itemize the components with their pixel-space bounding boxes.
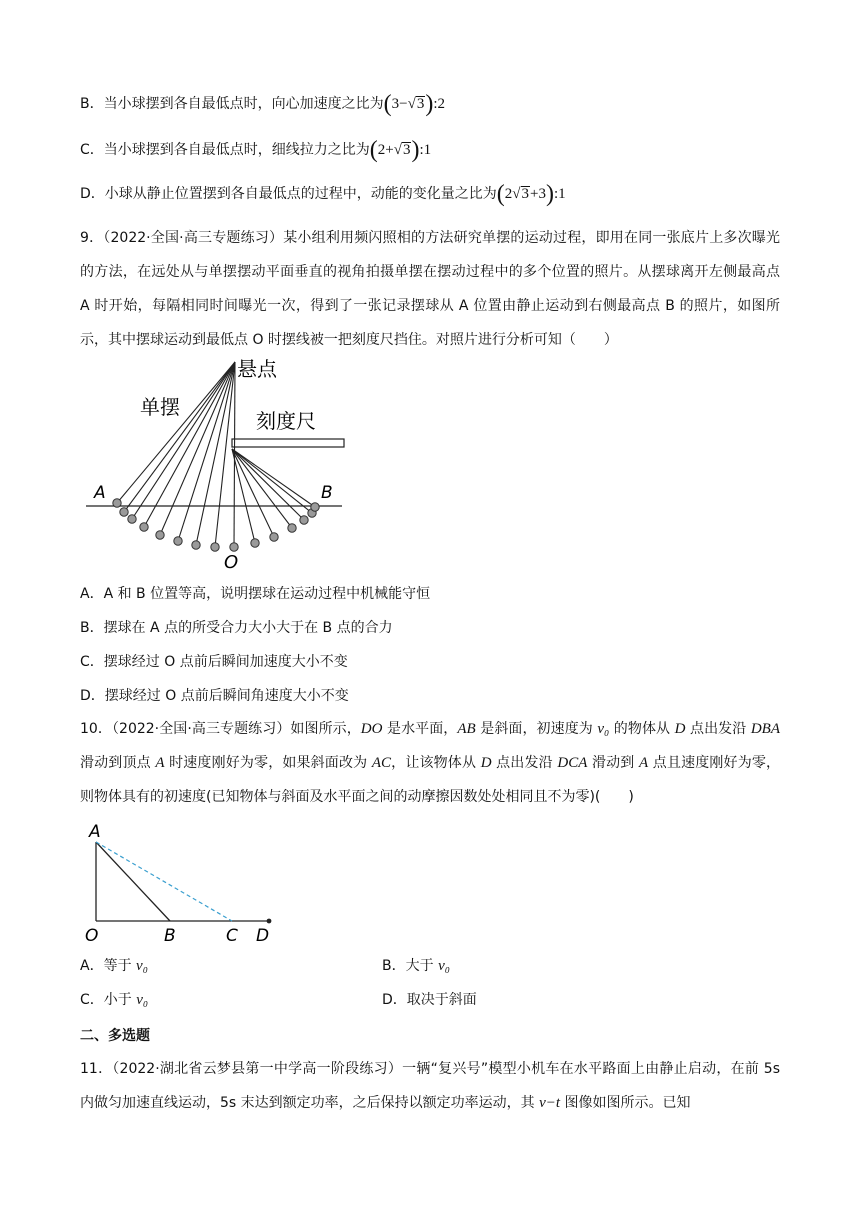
q8-option-b: B．当小球摆到各自最低点时，向心加速度之比为(3−√3):2 [80, 91, 445, 117]
q10-label-o: O [85, 926, 99, 945]
q10-label-b: B [164, 926, 176, 945]
q8-option-c: C．当小球摆到各自最低点时，细线拉力之比为(2+√3):1 [80, 137, 432, 163]
q10-incline-figure [80, 820, 290, 945]
q9-option-c: C．摆球经过 O 点前后瞬间加速度大小不变 [80, 654, 348, 670]
q9-label-pendulum: 单摆 [140, 395, 180, 419]
q10-option-b: B．大于 v₀ [382, 958, 450, 974]
q9-label-b: B [321, 483, 333, 503]
q11-stem: 11．（2022·湖北省云梦县第一中学高一阶段练习）一辆“复兴号”模型小机车在水平路面上由静止启动，在前 5s 内做匀加速直线运动，5s 末达到额定功率，之后保持以额定功率运动，其 v−t 图像如图所示。已知 [80, 1061, 780, 1111]
q9-option-a: A．A 和 B 位置等高，说明摆球在运动过程中机械能守恒 [80, 586, 431, 602]
q9-pendulum-figure [80, 352, 360, 572]
q10-stem: 10．（2022·全国·高三专题练习）如图所示，DO 是水平面，AB 是斜面，初速度为 v₀ 的物体从 D 点出发沿 DBA 滑动到顶点 A 时速度刚好为零，如果斜面改为 AC，让该物体从 D 点出发沿 DCA 滑动到 A 点且速度刚好为零，则物体具有的初速度(已知物体与斜面及水平面之间的动摩擦因数处处相同且不为零)( ) [80, 721, 781, 805]
q10-label-c: C [226, 926, 238, 945]
q9-label-a: A [94, 483, 106, 503]
q9-option-b: B．摆球在 A 点的所受合力大小大于在 B 点的合力 [80, 620, 393, 636]
q9-label-ruler: 刻度尺 [256, 409, 316, 433]
q9-label-pivot: 悬点 [237, 357, 277, 381]
q9-label-o: O [224, 552, 239, 572]
q8-option-d: D．小球从静止位置摆到各自最低点的过程中，动能的变化量之比为(2√3+3):1 [80, 181, 566, 207]
q10-option-c: C．小于 v₀ [80, 992, 149, 1008]
q10-label-d: D [256, 926, 270, 945]
q10-option-d: D．取决于斜面 [382, 992, 477, 1008]
q10-option-a: A．等于 v₀ [80, 958, 148, 974]
q9-stem: 9．（2022·全国·高三专题练习）某小组利用频闪照相的方法研究单摆的运动过程，即用在同一张底片上多次曝光的方法，在远处从与单摆摆动平面垂直的视角拍摄单摆在摆动过程中的多个位置的照片。从摆球离开左侧最高点 A 时开始，每隔相同时间曝光一次，得到了一张记录摆球从 A 位置由静止运动到右侧最高点 B 的照片，如图所示，其中摆球运动到最低点 O 时摆线被一把刻度尺挡住。对照片进行分析可知（ ） [80, 230, 780, 348]
q9-option-d: D．摆球经过 O 点前后瞬间角速度大小不变 [80, 688, 349, 704]
q10-label-a: A [89, 822, 101, 842]
section-heading-multiple-choice: 二、多选题 [80, 1028, 150, 1044]
